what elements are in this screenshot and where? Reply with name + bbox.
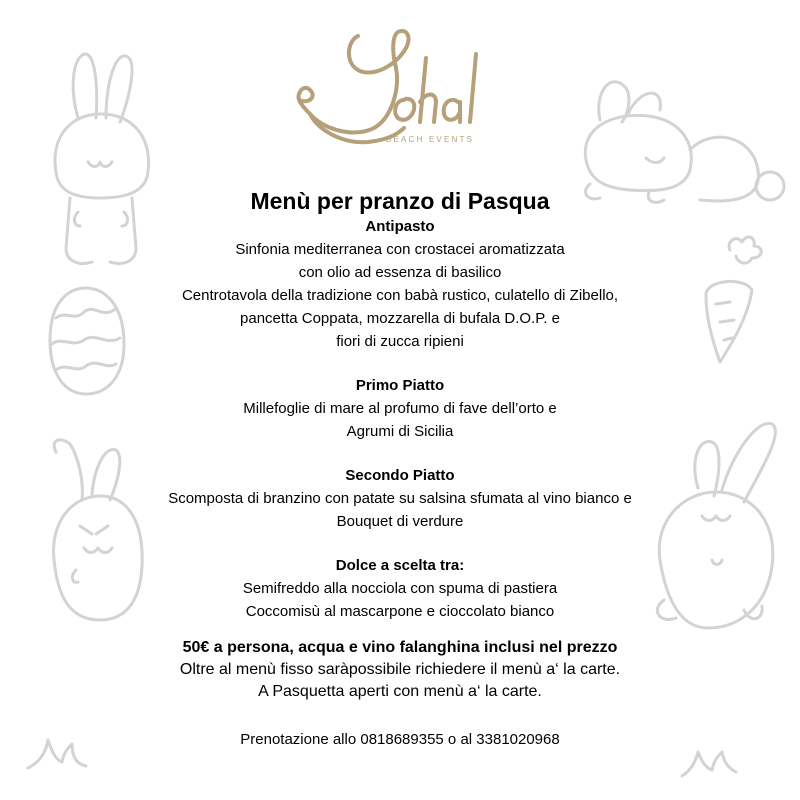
carrot-icon (706, 237, 761, 362)
menu-line: Coccomisù al mascarpone e cioccolato bianco (245, 603, 555, 620)
section-heading: Dolce a scelta tra: (335, 557, 465, 574)
spacer (100, 533, 700, 555)
section-primo (100, 375, 700, 443)
section-secondo (100, 465, 700, 533)
menu-title: Menù per pranzo di Pasqua (250, 188, 550, 214)
section-dolce (100, 555, 700, 623)
spacer (100, 443, 700, 465)
menu-line: con olio ad essenza di basilico (298, 264, 502, 281)
logo-tagline: BEACH EVENTS (385, 135, 475, 144)
menu-line: Centrotavola della tradizione con babà rustico, culatello di Zibello, (181, 287, 619, 304)
menu-line: Bouquet di verdure (336, 513, 464, 530)
section-antipasto (100, 216, 700, 353)
menu-line: pancetta Coppata, mozzarella di bufala D.O.P. e (240, 310, 560, 327)
menu-line: Agrumi di Sicilia (346, 423, 454, 440)
price-line: 50€ a persona, acqua e vino falanghina inclusi nel prezzo (182, 639, 618, 656)
menu-line: Scomposta di branzino con patate su salsina sfumata al vino bianco e (168, 490, 632, 507)
johal-logo (288, 18, 488, 168)
bunny-top-right-icon (585, 82, 784, 203)
menu-line: Millefoglie di mare al profumo di fave dell’orto e (243, 400, 557, 417)
section-heading: Primo Piatto (355, 377, 445, 394)
menu-line: fiori di zucca ripieni (336, 333, 464, 350)
section-heading: Secondo Piatto (345, 467, 455, 484)
note-line: Oltre al menù fisso saràpossibile richiedere il menù a‘ la carte. (179, 661, 621, 678)
note-line: A Pasquetta aperti con menù a‘ la carte. (258, 683, 542, 700)
menu-line: Semifreddo alla nocciola con spuma di pastiera (242, 580, 558, 597)
section-heading: Antipasto (365, 218, 435, 235)
booking-line: Prenotazione allo 0818689355 o al 3381020968 (240, 731, 560, 748)
spacer (100, 353, 700, 375)
menu (100, 186, 700, 751)
menu-line: Sinfonia mediterranea con crostacei aromatizzata (235, 241, 565, 258)
